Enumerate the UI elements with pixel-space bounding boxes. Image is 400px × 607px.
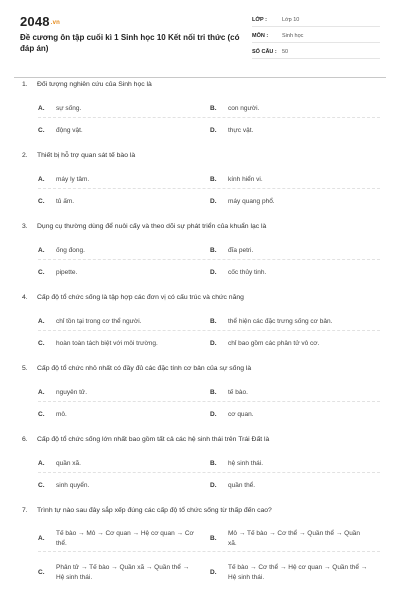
meta-value: Sinh học: [282, 33, 304, 39]
option-text: pipette.: [56, 269, 78, 276]
option-letter: D.: [210, 198, 217, 205]
question-number: 1.: [22, 81, 28, 88]
option-letter: D.: [210, 340, 217, 347]
option-d[interactable]: [210, 411, 254, 418]
question-text: [22, 365, 251, 372]
meta-row-class: [252, 14, 380, 27]
meta-label: LỚP :: [252, 17, 267, 23]
option-text: tủ ấm.: [56, 198, 75, 205]
option-letter: D.: [210, 569, 217, 576]
option-separator: [38, 330, 380, 331]
option-letter: B.: [210, 460, 217, 467]
question-stem: Trình tự nào sau đây sắp xếp đúng các cấp độ tổ chức sống từ thấp đến cao?: [37, 507, 272, 514]
option-letter: D.: [210, 411, 217, 418]
option-text: cơ quan.: [228, 411, 254, 418]
option-letter: D.: [210, 127, 217, 134]
question-3: [22, 223, 380, 294]
option-text: đĩa petri.: [228, 247, 254, 254]
option-a[interactable]: [38, 460, 81, 467]
option-c[interactable]: [38, 269, 77, 276]
option-letter: A.: [38, 176, 45, 183]
option-text: thể hiện các đặc trưng sống cơ bản.: [228, 318, 333, 325]
option-letter: A.: [38, 318, 45, 325]
question-stem: Cấp độ tổ chức nhỏ nhất có đầy đủ các đặc tính cơ bản của sự sống là: [37, 365, 252, 372]
option-letter: B.: [210, 176, 217, 183]
option-text: thực vật.: [228, 127, 254, 134]
option-separator: [38, 188, 380, 189]
site-logo[interactable]: [20, 14, 60, 29]
question-text: [22, 223, 266, 230]
option-b[interactable]: [210, 389, 248, 396]
option-c[interactable]: [38, 340, 158, 347]
meta-value: 50: [282, 49, 289, 55]
question-stem: Thiết bị hỗ trợ quan sát tế bào là: [37, 152, 136, 159]
option-text: tế bào.: [228, 389, 248, 396]
question-stem: Cấp độ tổ chức sống là tập hợp các đơn vị có cấu trúc và chức năng: [37, 294, 244, 301]
option-text: Phân tử → Tế bào → Quần xã → Quần thể → Hệ sinh thái.: [56, 564, 190, 581]
option-text: chỉ tồn tại trong cơ thể người.: [56, 318, 142, 325]
option-text: mô.: [56, 411, 67, 418]
option-text: nguyên tử.: [56, 389, 88, 396]
option-separator: [38, 472, 380, 473]
option-d[interactable]: [210, 198, 275, 205]
option-c[interactable]: [38, 563, 200, 582]
header: [20, 14, 380, 74]
question-text: [22, 507, 272, 514]
option-separator: [38, 117, 380, 118]
option-d[interactable]: [210, 563, 372, 582]
option-text: chỉ bao gồm các phân tử vô cơ.: [228, 340, 320, 347]
option-letter: C.: [38, 198, 45, 205]
option-letter: B.: [210, 535, 217, 542]
option-b[interactable]: [210, 318, 332, 325]
option-letter: A.: [38, 105, 45, 112]
option-text: hoàn toàn tách biệt với môi trường.: [56, 340, 158, 347]
document-title: Đề cương ôn tập cuối kì 1 Sinh học 10 Kết nối tri thức (có đáp án): [20, 33, 240, 53]
meta-label: SỐ CÂU :: [252, 49, 277, 55]
question-number: 2.: [22, 152, 28, 159]
option-text: động vật.: [56, 127, 83, 134]
logo-text: 2048: [20, 14, 50, 29]
option-text: kính hiển vi.: [228, 176, 263, 183]
option-d[interactable]: [210, 340, 319, 347]
option-letter: D.: [210, 269, 217, 276]
option-text: ống đong.: [56, 247, 85, 254]
option-text: sự sống.: [56, 105, 82, 112]
question-text: [22, 436, 269, 443]
option-a[interactable]: [38, 318, 142, 325]
option-letter: D.: [210, 482, 217, 489]
option-letter: B.: [210, 105, 217, 112]
option-separator: [38, 259, 380, 260]
option-c[interactable]: [38, 482, 89, 489]
question-list: [22, 81, 380, 607]
option-b[interactable]: [210, 460, 263, 467]
option-text: quần thể.: [228, 482, 256, 489]
document-meta: [252, 14, 380, 62]
option-b[interactable]: [210, 247, 253, 254]
option-separator: [38, 551, 380, 552]
question-2: [22, 152, 380, 223]
option-letter: C.: [38, 127, 45, 134]
meta-label: MÔN :: [252, 33, 269, 39]
option-letter: B.: [210, 318, 217, 325]
option-c[interactable]: [38, 198, 74, 205]
question-number: 7.: [22, 507, 28, 514]
option-b[interactable]: [210, 176, 263, 183]
header-divider: [14, 77, 386, 78]
question-7: [22, 507, 380, 607]
option-text: Mô → Tế bào → Cơ thể → Quần thể → Quần xã.: [228, 530, 361, 547]
option-letter: A.: [38, 460, 45, 467]
option-letter: C.: [38, 569, 45, 576]
option-c[interactable]: [38, 411, 67, 418]
question-stem: Dụng cụ thường dùng để nuôi cấy và theo dõi sự phát triển của khuẩn lạc là: [37, 223, 267, 230]
option-text: quần xã.: [56, 460, 81, 467]
question-1: [22, 81, 380, 152]
option-text: Tế bào → Mô → Cơ quan → Hệ cơ quan → Cơ thể.: [56, 530, 194, 547]
question-text: [22, 81, 152, 88]
option-c[interactable]: [38, 127, 83, 134]
option-a[interactable]: [38, 247, 85, 254]
option-text: Tế bào → Cơ thể → Hệ cơ quan → Quần thể → Hệ sinh thái.: [228, 564, 368, 581]
question-5: [22, 365, 380, 436]
option-d[interactable]: [210, 269, 266, 276]
question-number: 4.: [22, 294, 28, 301]
option-b[interactable]: [210, 529, 372, 548]
option-letter: C.: [38, 340, 45, 347]
option-a[interactable]: [38, 389, 87, 396]
option-text: máy quang phổ.: [228, 198, 275, 205]
option-letter: A.: [38, 535, 45, 542]
option-a[interactable]: [38, 529, 200, 548]
question-stem: Cấp độ tổ chức sống lớn nhất bao gồm tất cả các hệ sinh thái trên Trái Đất là: [37, 436, 270, 443]
question-text: [22, 294, 244, 301]
option-text: máy ly tâm.: [56, 176, 90, 183]
option-letter: C.: [38, 482, 45, 489]
option-b[interactable]: [210, 105, 259, 112]
question-4: [22, 294, 380, 365]
question-text: [22, 152, 135, 159]
option-letter: B.: [210, 389, 217, 396]
option-separator: [38, 401, 380, 402]
option-a[interactable]: [38, 105, 81, 112]
option-text: cốc thủy tinh.: [228, 269, 267, 276]
option-letter: A.: [38, 247, 45, 254]
option-d[interactable]: [210, 127, 253, 134]
meta-value: Lớp 10: [282, 17, 300, 23]
option-text: hệ sinh thái.: [228, 460, 264, 467]
option-a[interactable]: [38, 176, 89, 183]
question-6: [22, 436, 380, 507]
question-number: 6.: [22, 436, 28, 443]
option-d[interactable]: [210, 482, 255, 489]
option-letter: C.: [38, 411, 45, 418]
option-text: sinh quyển.: [56, 482, 90, 489]
question-number: 3.: [22, 223, 28, 230]
meta-row-subject: [252, 30, 380, 43]
option-letter: B.: [210, 247, 217, 254]
option-letter: A.: [38, 389, 45, 396]
meta-row-count: [252, 46, 380, 59]
option-text: con người.: [228, 105, 260, 112]
question-number: 5.: [22, 365, 28, 372]
option-letter: C.: [38, 269, 45, 276]
logo-suffix: .vn: [50, 20, 61, 26]
question-stem: Đối tượng nghiên cứu của Sinh học là: [37, 81, 152, 88]
